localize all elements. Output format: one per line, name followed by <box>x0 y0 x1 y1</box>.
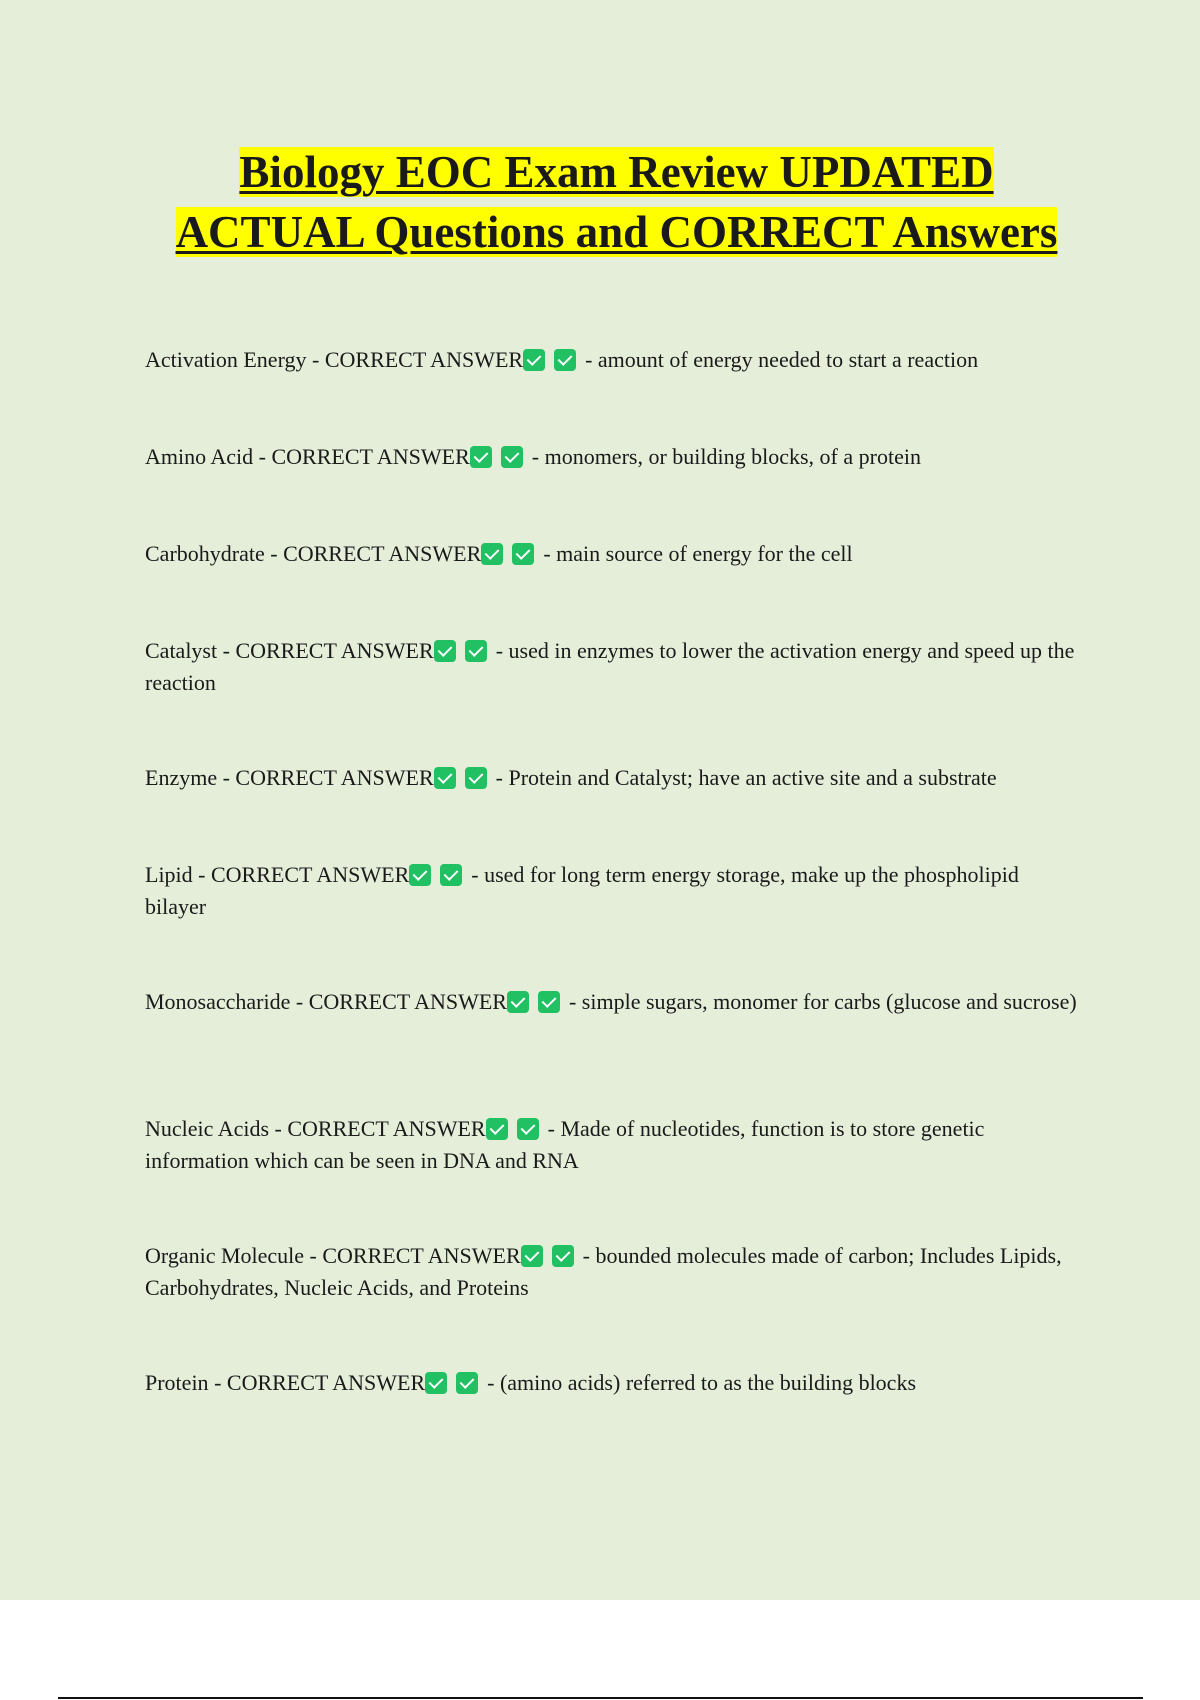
qa-entry-protein: Protein - CORRECT ANSWER - (amino acids) referred to as the building blocks <box>145 1370 917 1395</box>
entry-term: Lipid <box>145 862 193 887</box>
check-mark-icon <box>434 640 456 662</box>
check-mark-icon <box>512 543 534 565</box>
check-mark-icon <box>409 864 431 886</box>
entry-marker: CORRECT ANSWER <box>283 541 482 566</box>
entry-marker: CORRECT ANSWER <box>235 638 434 663</box>
check-mark-icon <box>507 991 529 1013</box>
entry-marker: CORRECT ANSWER <box>287 1116 486 1141</box>
entry-answer: bounded molecules made of carbon; Includes Lipids, Carbohydrates, Nucleic Acids, and Proteins <box>145 1243 1062 1300</box>
entry-answer: Protein and Catalyst; have an active site and a substrate <box>508 765 997 790</box>
check-mark-icon <box>554 349 576 371</box>
check-mark-icon <box>521 1245 543 1267</box>
check-mark-icon <box>481 543 503 565</box>
document-title <box>150 142 1083 262</box>
qa-entry-catalyst: Catalyst - CORRECT ANSWER - used in enzymes to lower the activation energy and speed up the reaction <box>145 638 1075 695</box>
entry-term: Amino Acid <box>145 444 254 469</box>
entry-term: Monosaccharide <box>145 989 291 1014</box>
qa-entry-organic-molecule: Organic Molecule - CORRECT ANSWER - bounded molecules made of carbon; Includes Lipids, Carbohydrates, Nucleic Acids, and Proteins <box>145 1243 1062 1300</box>
entry-term: Activation Energy <box>145 347 307 372</box>
check-mark-icon <box>470 446 492 468</box>
qa-entry-monosaccharide: Monosaccharide - CORRECT ANSWER - simple sugars, monomer for carbs (glucose and sucrose) <box>145 989 1077 1014</box>
entry-answer: used for long term energy storage, make up the phospholipid bilayer <box>145 862 1019 919</box>
check-mark-icon <box>465 767 487 789</box>
entry-marker: CORRECT ANSWER <box>211 862 410 887</box>
entry-answer: simple sugars, monomer for carbs (glucose and sucrose) <box>581 989 1077 1014</box>
entry-term: Protein <box>145 1370 209 1395</box>
qa-entry-amino-acid: Amino Acid - CORRECT ANSWER - monomers, or building blocks, of a protein <box>145 444 921 469</box>
entry-marker: CORRECT ANSWER <box>324 347 524 372</box>
entry-answer: Made of nucleotides, function is to store genetic information which can be seen in DNA and RNA <box>145 1116 985 1173</box>
check-mark-icon <box>552 1245 574 1267</box>
entry-answer: (amino acids) referred to as the building blocks <box>499 1370 917 1395</box>
entry-marker: CORRECT ANSWER <box>271 444 470 469</box>
entry-answer: amount of energy needed to start a reaction <box>597 347 979 372</box>
check-mark-icon <box>425 1372 447 1394</box>
check-mark-icon <box>538 991 560 1013</box>
entry-term: Nucleic Acids <box>145 1116 270 1141</box>
check-mark-icon <box>523 349 545 371</box>
check-mark-icon <box>465 640 487 662</box>
entry-marker: CORRECT ANSWER <box>226 1370 426 1395</box>
check-mark-icon <box>517 1118 539 1140</box>
qa-entry-nucleic-acids: Nucleic Acids - CORRECT ANSWER - Made of nucleotides, function is to store genetic information which can be seen in DNA and RNA <box>145 1116 985 1173</box>
check-mark-icon <box>456 1372 478 1394</box>
entry-marker: CORRECT ANSWER <box>322 1243 521 1268</box>
entry-marker: CORRECT ANSWER <box>308 989 507 1014</box>
check-mark-icon <box>434 767 456 789</box>
check-mark-icon <box>440 864 462 886</box>
entry-answer: used in enzymes to lower the activation energy and speed up the reaction <box>145 638 1075 695</box>
title-text: Biology EOC Exam Review UPDATED ACTUAL Questions and CORRECT Answers <box>175 147 1058 257</box>
entry-term: Organic Molecule <box>145 1243 305 1268</box>
check-mark-icon <box>501 446 523 468</box>
entry-term: Enzyme <box>145 765 218 790</box>
qa-entry-enzyme: Enzyme - CORRECT ANSWER - Protein and Catalyst; have an active site and a substrate <box>145 765 997 790</box>
entry-marker: CORRECT ANSWER <box>235 765 434 790</box>
qa-entry-activation-energy: Activation Energy - CORRECT ANSWER - amount of energy needed to start a reaction <box>145 347 979 372</box>
qa-entry-lipid: Lipid - CORRECT ANSWER - used for long term energy storage, make up the phospholipid bilayer <box>145 862 1019 919</box>
entry-term: Catalyst <box>145 638 218 663</box>
qa-entry-carbohydrate: Carbohydrate - CORRECT ANSWER - main source of energy for the cell <box>145 541 853 566</box>
entry-term: Carbohydrate <box>145 541 265 566</box>
entry-answer: main source of energy for the cell <box>556 541 853 566</box>
check-mark-icon <box>486 1118 508 1140</box>
entry-answer: monomers, or building blocks, of a protein <box>544 444 921 469</box>
footer-divider <box>58 1697 1143 1699</box>
